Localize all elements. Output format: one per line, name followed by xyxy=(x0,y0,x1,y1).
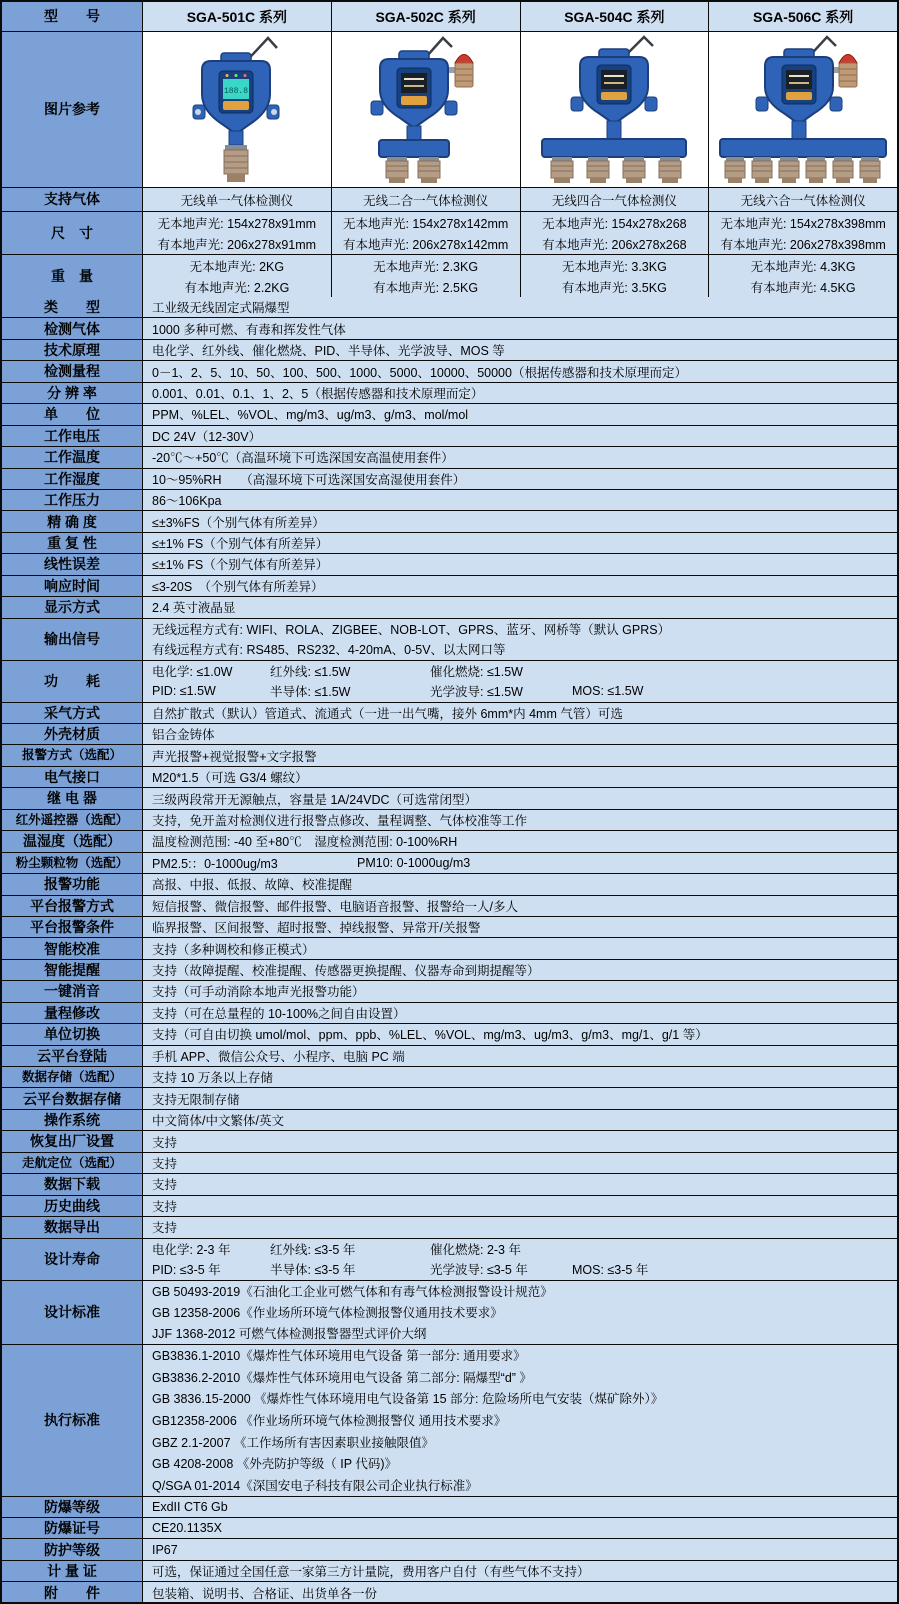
spec-cell xyxy=(143,188,332,211)
row-label: 一键消音 xyxy=(2,981,143,1001)
spec-cell xyxy=(709,255,897,297)
table-row xyxy=(2,745,897,766)
table-row xyxy=(2,511,897,532)
row-label: 重 复 性 xyxy=(2,533,143,553)
row-label: 类 型 xyxy=(2,297,143,317)
row-label: 温湿度（选配） xyxy=(2,831,143,851)
spec-cell xyxy=(143,1067,897,1087)
row-label: 附 件 xyxy=(2,1582,143,1603)
spec-text: 铝合金铸体 xyxy=(152,728,215,743)
spec-text-segment: PM10: 0-1000ug/m3 xyxy=(357,855,471,870)
table-row xyxy=(2,788,897,809)
row-label: 技术原理 xyxy=(2,340,143,360)
row-label: 平台报警条件 xyxy=(2,917,143,937)
spec-text: 支持 xyxy=(152,1199,178,1214)
spec-cell xyxy=(143,1518,897,1538)
row-label: 继 电 器 xyxy=(2,788,143,808)
spec-text: 支持（多种调校和修正模式） xyxy=(152,942,315,957)
spec-cell xyxy=(143,831,897,851)
spec-cell xyxy=(143,938,897,958)
spec-text: DC 24V（12-30V） xyxy=(152,429,262,444)
table-row xyxy=(2,597,897,618)
spec-text-segment: 红外线: ≤1.5W xyxy=(270,664,351,679)
row-label: 报警功能 xyxy=(2,874,143,894)
spec-cell xyxy=(143,1497,897,1517)
spec-cell xyxy=(143,788,897,808)
spec-text: 支持 xyxy=(152,1178,178,1193)
table-header-row xyxy=(2,2,897,32)
spec-text: 无本地声光: 154x278x91mm xyxy=(157,216,317,231)
spec-cell xyxy=(143,597,897,617)
row-label: 数据存储（选配） xyxy=(2,1067,143,1087)
table-row xyxy=(2,1024,897,1045)
row-label: 设计标准 xyxy=(2,1281,143,1344)
table-row xyxy=(2,490,897,511)
spec-cell xyxy=(143,724,897,744)
column-rows xyxy=(2,188,897,297)
spec-text: 临界报警、区间报警、超时报警、掉线报警、异常开/关报警 xyxy=(152,921,481,936)
table-row xyxy=(2,938,897,959)
table-row xyxy=(2,767,897,788)
spec-text: 温度检测范围: -40 至+80℃ 湿度检测范围: 0-100%RH xyxy=(152,835,458,850)
spec-cell xyxy=(143,896,897,916)
spec-cell xyxy=(143,1582,897,1603)
spec-cell xyxy=(143,404,897,424)
table-row xyxy=(2,533,897,554)
spec-text: 1000 多种可燃、有毒和挥发性气体 xyxy=(152,322,346,337)
spec-text-segment: PM2.5:：0-1000ug/m3 xyxy=(152,856,278,871)
spec-text: ExdII CT6 Gb xyxy=(152,1499,228,1514)
spec-text: 有线远程方式有: RS485、RS232、4-20mA、0-5V、以太网口等 xyxy=(152,643,506,658)
row-label: 数据导出 xyxy=(2,1217,143,1237)
image-cell xyxy=(709,32,897,187)
spec-text: 无线二合一气体检测仪 xyxy=(363,193,489,208)
spec-text: 支持（可自由切换 umol/mol、ppm、ppb、%LEL、%VOL、mg/m3、ug/m3、g/m3、mg/1、g/1 等） xyxy=(152,1028,708,1043)
spec-text: 有本地声光: 3.5KG xyxy=(561,280,667,295)
row-label: 智能校准 xyxy=(2,938,143,958)
spec-text: 10～95%RH （高湿环境下可选深国安高湿使用套件） xyxy=(152,472,466,487)
table-row xyxy=(2,361,897,382)
table-row xyxy=(2,297,897,318)
table-row xyxy=(2,188,897,212)
row-label: 计 量 证 xyxy=(2,1561,143,1581)
spec-cell xyxy=(143,576,897,596)
spec-cell xyxy=(143,318,897,338)
spec-text: 无本地声光: 4.3KG xyxy=(750,259,856,274)
spec-text xyxy=(152,854,897,872)
spec-cell xyxy=(521,255,710,297)
row-label: 报警方式（选配） xyxy=(2,745,143,765)
row-label: 云平台数据存储 xyxy=(2,1088,143,1108)
spec-text: GB3836.2-2010《爆炸性气体环境用电气设备 第二部分: 隔爆型“d” 》 xyxy=(152,1370,532,1385)
table-row xyxy=(2,1174,897,1195)
spec-text: JJF 1368-2012 可燃气体检测报警器型式评价大纲 xyxy=(152,1327,427,1341)
spec-text-segment: 催化燃烧: 2-3 年 xyxy=(430,1242,521,1257)
table-row xyxy=(2,554,897,575)
spec-text: GB 50493-2019《石油化工企业可燃气体和有毒气体检测报警设计规范》 xyxy=(152,1285,553,1299)
row-label: 响应时间 xyxy=(2,576,143,596)
spec-cell xyxy=(332,212,521,254)
product-photo-sga-504c xyxy=(522,35,706,185)
spec-text: GB12358-2006 《作业场所环境气体检测报警仪 通用技术要求》 xyxy=(152,1413,507,1428)
spec-text: 有本地声光: 206x278x142mm xyxy=(342,237,509,252)
table-row xyxy=(2,1088,897,1109)
spec-text: 有本地声光: 206x278x398mm xyxy=(720,237,886,252)
row-label-images: 图片参考 xyxy=(2,32,143,187)
table-row xyxy=(2,576,897,597)
spec-cell xyxy=(143,383,897,403)
spec-cell xyxy=(143,960,897,980)
spec-text: 0－1、2、5、10、50、100、500、1000、5000、10000、50000（根据传感器和技术原理而定） xyxy=(152,365,687,380)
spec-text: 有本地声光: 4.5KG xyxy=(750,280,856,295)
spec-text: 声光报警+视觉报警+文字报警 xyxy=(152,749,317,764)
spec-text: ≤±1% FS（个别气体有所差异） xyxy=(152,537,329,552)
spec-text: 支持 xyxy=(152,1156,178,1171)
spec-text: 电化学、红外线、催化燃烧、PID、半导体、光学波导、MOS 等 xyxy=(152,344,505,359)
spec-text: 手机 APP、微信公众号、小程序、电脑 PC 端 xyxy=(152,1049,405,1064)
table-row xyxy=(2,917,897,938)
spec-cell xyxy=(143,619,897,660)
spec-text: 支持无限制存储 xyxy=(152,1092,240,1107)
spec-cell xyxy=(143,1196,897,1216)
table-row xyxy=(2,1239,897,1281)
table-row xyxy=(2,404,897,425)
spec-cell xyxy=(332,188,521,211)
spec-cell xyxy=(143,426,897,446)
table-row xyxy=(2,619,897,661)
row-label: 数据下载 xyxy=(2,1174,143,1194)
spec-text: CE20.1135X xyxy=(152,1521,222,1536)
model-header-sga-504c: SGA-504C 系列 xyxy=(521,2,710,31)
spec-text: 支持 10 万条以上存储 xyxy=(152,1071,273,1086)
spec-text: -20℃～+50℃（高温环境下可选深国安高温使用套件） xyxy=(152,451,454,466)
row-label: 恢复出厂设置 xyxy=(2,1131,143,1151)
spec-text: 三级两段常开无源触点，容量是 1A/24VDC（可选常闭型） xyxy=(152,792,478,807)
spec-text-segment: 催化燃烧: ≤1.5W xyxy=(430,664,523,679)
table-row xyxy=(2,340,897,361)
row-label: 精 确 度 xyxy=(2,511,143,531)
spec-text-segment: PID: ≤3-5 年 xyxy=(152,1263,221,1278)
row-label: 检测气体 xyxy=(2,318,143,338)
table-row xyxy=(2,981,897,1002)
spec-cell xyxy=(521,212,710,254)
spec-cell xyxy=(143,361,897,381)
row-label: 电气接口 xyxy=(2,767,143,787)
spec-text: 支持，免开盖对检测仪进行报警点修改、量程调整、气体校准等工作 xyxy=(152,813,528,828)
spec-cell xyxy=(709,188,897,211)
image-cell xyxy=(332,32,521,187)
spec-text: 无本地声光: 154x278x142mm xyxy=(342,216,509,231)
row-label: 防爆等级 xyxy=(2,1497,143,1517)
table-row xyxy=(2,1281,897,1345)
row-label: 量程修改 xyxy=(2,1003,143,1023)
table-row xyxy=(2,469,897,490)
row-label: 云平台登陆 xyxy=(2,1046,143,1066)
spec-text: 有本地声光: 206x278x268 xyxy=(542,237,687,252)
spec-cell xyxy=(143,767,897,787)
model-header-sga-506c: SGA-506C 系列 xyxy=(709,2,897,31)
spec-text: 无本地声光: 154x278x398mm xyxy=(720,216,886,231)
spec-cell xyxy=(143,853,897,873)
spec-cell xyxy=(143,1239,897,1280)
spec-text: GB3836.1-2010《爆炸性气体环境用电气设备 第一部分: 通用要求》 xyxy=(152,1349,526,1364)
row-label: 尺 寸 xyxy=(2,212,143,254)
spec-cell xyxy=(143,1281,897,1344)
row-label: 粉尘颗粒物（选配） xyxy=(2,853,143,873)
spec-text: 无线四合一气体检测仪 xyxy=(551,193,677,208)
spec-text-segment: 半导体: ≤1.5W xyxy=(270,685,351,700)
spec-text: 0.001、0.01、0.1、1、2、5（根据传感器和技术原理而定） xyxy=(152,386,484,401)
row-label: 线性误差 xyxy=(2,554,143,574)
row-label: 检测量程 xyxy=(2,361,143,381)
row-label: 历史曲线 xyxy=(2,1196,143,1216)
spec-cell xyxy=(143,810,897,830)
spec-cell xyxy=(143,745,897,765)
table-row xyxy=(2,1067,897,1088)
table-row xyxy=(2,1131,897,1152)
spec-cell xyxy=(143,469,897,489)
row-label: 红外遥控器（选配） xyxy=(2,810,143,830)
spec-cell xyxy=(709,212,897,254)
spec-text xyxy=(152,682,897,700)
row-label: 走航定位（选配） xyxy=(2,1153,143,1173)
row-label: 平台报警方式 xyxy=(2,896,143,916)
table-row xyxy=(2,1539,897,1560)
spec-text: GB 12358-2006《作业场所环境气体检测报警仪通用技术要求》 xyxy=(152,1306,503,1320)
spec-text: IP67 xyxy=(152,1542,178,1557)
row-label: 防护等级 xyxy=(2,1539,143,1559)
spec-text: 2.4 英寸液晶显 xyxy=(152,601,236,616)
spec-text: M20*1.5（可选 G3/4 螺纹） xyxy=(152,771,308,786)
spec-cell xyxy=(143,661,897,702)
table-row xyxy=(2,896,897,917)
spec-cell xyxy=(143,297,897,317)
table-row xyxy=(2,1110,897,1131)
spec-cell xyxy=(143,1561,897,1581)
row-label: 工作电压 xyxy=(2,426,143,446)
spec-text: 无本地声光: 3.3KG xyxy=(561,259,667,274)
spec-cell xyxy=(143,511,897,531)
row-label: 防爆证号 xyxy=(2,1518,143,1538)
spec-text: GB 3836.15-2000 《爆炸性气体环境用电气设备第 15 部分: 危险场所电气安装（煤矿除外）》 xyxy=(152,1392,664,1407)
row-label: 输出信号 xyxy=(2,619,143,660)
spec-cell xyxy=(143,212,332,254)
spec-text: 无线单一气体检测仪 xyxy=(180,193,294,208)
table-row xyxy=(2,1217,897,1238)
spec-cell xyxy=(143,917,897,937)
spec-text: 有本地声光: 206x278x91mm xyxy=(157,237,317,252)
table-row xyxy=(2,661,897,703)
row-label: 操作系统 xyxy=(2,1110,143,1130)
row-label-model: 型 号 xyxy=(2,2,143,31)
table-row xyxy=(2,1518,897,1539)
row-label: 采气方式 xyxy=(2,703,143,723)
spec-cell xyxy=(143,874,897,894)
row-label: 显示方式 xyxy=(2,597,143,617)
spec-text: 无本地声光: 154x278x268 xyxy=(542,216,687,231)
row-label: 分 辨 率 xyxy=(2,383,143,403)
spec-cell xyxy=(143,255,332,297)
row-label: 工作温度 xyxy=(2,447,143,467)
spec-cell xyxy=(143,533,897,553)
product-photo-sga-501c xyxy=(171,35,303,185)
spec-cell xyxy=(143,1024,897,1044)
spec-cell xyxy=(143,1110,897,1130)
spec-text: ≤±1% FS（个别气体有所差异） xyxy=(152,558,329,573)
spec-cell xyxy=(143,554,897,574)
row-label: 外壳材质 xyxy=(2,724,143,744)
table-row xyxy=(2,810,897,831)
spec-cell xyxy=(332,255,521,297)
table-row xyxy=(2,960,897,981)
spec-text: 支持（可手动消除本地声光报警功能） xyxy=(152,985,365,1000)
image-cell xyxy=(143,32,332,187)
product-photo-sga-506c xyxy=(711,35,895,185)
table-row xyxy=(2,1582,897,1603)
spec-text-segment: 红外线: ≤3-5 年 xyxy=(270,1242,356,1257)
spec-cell xyxy=(143,490,897,510)
spec-text: 中文简体/中文繁体/英文 xyxy=(152,1114,284,1129)
spec-text: GBZ 2.1-2007 《工作场所有害因素职业接触限值》 xyxy=(152,1435,434,1450)
image-row xyxy=(2,32,897,188)
spec-text: 无线远程方式有: WIFI、ROLA、ZIGBEE、NOB-LOT、GPRS、蓝牙、网桥等（默认 GPRS） xyxy=(152,622,671,637)
row-label: 单 位 xyxy=(2,404,143,424)
spec-cell xyxy=(143,1345,897,1496)
spec-text: 可选，保证通过全国任意一家第三方计量院，费用客户自付（有些气体不支持） xyxy=(152,1565,590,1580)
spec-cell xyxy=(143,981,897,1001)
spec-text-segment: 光学波导: ≤1.5W xyxy=(430,685,523,700)
spec-text: ≤±3%FS（个别气体有所差异） xyxy=(152,515,325,530)
spec-text xyxy=(152,1260,897,1278)
table-row xyxy=(2,1345,897,1497)
spec-text-segment: PID: ≤1.5W xyxy=(152,684,216,699)
spec-cell xyxy=(521,188,710,211)
spec-text: 支持（故障提醒、校准提醒、传感器更换提醒、仪器寿命到期提醒等） xyxy=(152,964,540,979)
spec-cell xyxy=(143,340,897,360)
model-header-sga-501c: SGA-501C 系列 xyxy=(143,2,332,31)
spec-text: 有本地声光: 2.2KG xyxy=(184,280,290,295)
spec-text: 86～106Kpa xyxy=(152,494,222,509)
spec-text: 高报、中报、低报、故障、校准提醒 xyxy=(152,878,353,893)
spec-cell xyxy=(143,1217,897,1237)
table-row xyxy=(2,1561,897,1582)
row-label: 智能提醒 xyxy=(2,960,143,980)
table-row xyxy=(2,255,897,297)
row-label: 设计寿命 xyxy=(2,1239,143,1280)
row-label: 工作湿度 xyxy=(2,469,143,489)
spec-text-segment: MOS: ≤1.5W xyxy=(572,684,644,699)
table-row xyxy=(2,724,897,745)
table-row xyxy=(2,831,897,852)
spec-text: 包装箱、说明书、合格证、出货单各一份 xyxy=(152,1586,378,1601)
spec-text xyxy=(152,1240,897,1258)
table-row xyxy=(2,1196,897,1217)
spec-text: 无本地声光: 2.3KG xyxy=(373,259,479,274)
table-row xyxy=(2,1153,897,1174)
row-label: 支持气体 xyxy=(2,188,143,211)
table-row xyxy=(2,318,897,339)
spec-text: 支持 xyxy=(152,1135,178,1150)
spec-text: 无线六合一气体检测仪 xyxy=(740,193,866,208)
row-label: 工作压力 xyxy=(2,490,143,510)
spec-cell xyxy=(143,1088,897,1108)
spec-cell xyxy=(143,703,897,723)
row-label: 执行标准 xyxy=(2,1345,143,1496)
spec-text: Q/SGA 01-2014《深国安电子科技有限公司企业执行标准》 xyxy=(152,1478,478,1493)
spec-text: 有本地声光: 2.5KG xyxy=(373,280,479,295)
table-row xyxy=(2,703,897,724)
table-row xyxy=(2,1046,897,1067)
spec-cell xyxy=(143,1174,897,1194)
table-row xyxy=(2,383,897,404)
spec-cell xyxy=(143,1003,897,1023)
spec-text: 短信报警、微信报警、邮件报警、电脑语音报警、报警给一人/多人 xyxy=(152,899,518,914)
spec-text: 支持 xyxy=(152,1221,178,1236)
table-row xyxy=(2,426,897,447)
spec-text: 无本地声光: 2KG xyxy=(189,259,285,274)
table-row xyxy=(2,212,897,255)
table-row xyxy=(2,1003,897,1024)
spec-text: 自然扩散式（默认）管道式、流通式（一进一出气嘴，接外 6mm*内 4mm 气管）可选 xyxy=(152,706,623,721)
row-label: 功 耗 xyxy=(2,661,143,702)
spec-text-segment: 光学波导: ≤3-5 年 xyxy=(430,1263,528,1278)
table-row xyxy=(2,853,897,874)
spec-cell xyxy=(143,1131,897,1151)
image-cell xyxy=(521,32,710,187)
spec-cell xyxy=(143,1046,897,1066)
spec-text xyxy=(152,662,897,680)
product-photo-sga-502c xyxy=(351,35,501,185)
spec-text: 支持（可在总量程的 10-100%之间自由设置） xyxy=(152,1006,406,1021)
row-label: 单位切换 xyxy=(2,1024,143,1044)
spec-cell xyxy=(143,1539,897,1559)
table-row xyxy=(2,874,897,895)
spec-text-segment: 半导体: ≤3-5 年 xyxy=(270,1263,356,1278)
spec-text-segment: 电化学: ≤1.0W xyxy=(152,664,233,679)
spec-cell xyxy=(143,447,897,467)
spec-text: ≤3-20S （个别气体有所差异） xyxy=(152,579,324,594)
spec-text-segment: MOS: ≤3-5 年 xyxy=(572,1263,649,1278)
spec-text: 工业级无线固定式隔爆型 xyxy=(152,301,290,316)
spec-rows xyxy=(2,297,897,1604)
spec-text: PPM、%LEL、%VOL、mg/m3、ug/m3、g/m3、mol/mol xyxy=(152,408,469,423)
spec-cell xyxy=(143,1153,897,1173)
table-row xyxy=(2,447,897,468)
spec-text-segment: 电化学: 2-3 年 xyxy=(152,1242,231,1257)
svg-text:188.8: 188.8 xyxy=(223,86,248,96)
spec-text: GB 4208-2008 《外壳防护等级（ IP 代码)》 xyxy=(152,1457,397,1472)
row-label: 重 量 xyxy=(2,255,143,297)
model-header-sga-502c: SGA-502C 系列 xyxy=(332,2,521,31)
table-row xyxy=(2,1497,897,1518)
